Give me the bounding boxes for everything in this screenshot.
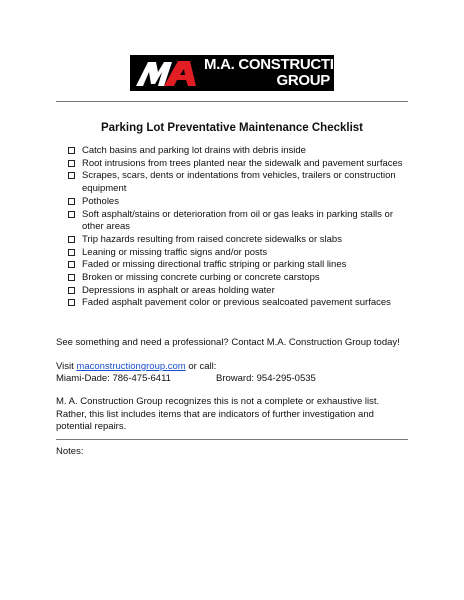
- checklist-item-label: Scrapes, scars, dents or indentations from vehicles, trailers or construction equipment: [82, 170, 396, 195]
- checklist-item-label: Potholes: [82, 195, 119, 207]
- checkbox-icon[interactable]: [68, 287, 75, 294]
- call-to-action: See something and need a professional? Contact M.A. Construction Group today!: [56, 337, 400, 348]
- maintenance-checklist: [68, 145, 408, 310]
- checklist-item[interactable]: [68, 145, 408, 158]
- checklist-item-label: Catch basins and parking lot drains with debris inside: [82, 145, 306, 156]
- visit-prefix: Visit: [56, 361, 77, 372]
- checklist-item[interactable]: [68, 259, 408, 272]
- checklist-item-label: Trip hazards resulting from raised concrete sidewalks or slabs: [82, 233, 342, 245]
- checkbox-icon[interactable]: [68, 160, 75, 167]
- checklist-item[interactable]: [68, 196, 408, 209]
- checkbox-icon[interactable]: [68, 198, 75, 205]
- notes-label: Notes:: [56, 446, 84, 457]
- checklist-item[interactable]: [68, 297, 408, 310]
- checkbox-icon[interactable]: [68, 249, 75, 256]
- visit-suffix: or call:: [185, 361, 217, 372]
- miami-dade-phone: Miami-Dade: 786-475-6411: [56, 373, 171, 384]
- logo-text-line2: GROUP: [276, 72, 330, 89]
- checklist-item-label: Soft asphalt/stains or deterioration from oil or gas leaks in parking stalls or other areas: [82, 208, 394, 233]
- page-title: Parking Lot Preventative Maintenance Checklist: [100, 122, 364, 134]
- disclaimer-text: M. A. Construction Group recognizes this is not a complete or exhaustive list. Rather, this list includes items that are indicators of further investigation and potential repairs.: [56, 396, 380, 432]
- checklist-item[interactable]: [68, 272, 408, 285]
- checkbox-icon[interactable]: [68, 236, 75, 243]
- checklist-item[interactable]: [68, 209, 408, 234]
- top-divider: [56, 101, 408, 102]
- checklist-item[interactable]: [68, 170, 408, 195]
- visit-line: [56, 361, 416, 374]
- checklist-item-label: Faded or missing directional traffic striping or parking stall lines: [82, 259, 347, 271]
- company-logo: [130, 55, 356, 91]
- bottom-divider: [56, 439, 408, 440]
- ma-logo-mark-icon: [134, 58, 202, 88]
- checklist-item-label: Leaning or missing traffic signs and/or posts: [82, 246, 268, 258]
- logo-text-line1: M.A. CONSTRUCTION: [204, 56, 356, 73]
- broward-phone: Broward: 954-295-0535: [216, 373, 316, 384]
- checklist-item-label: Depressions in asphalt or areas holding water: [82, 284, 275, 296]
- website-link[interactable]: maconstructiongroup.com: [76, 361, 186, 372]
- checkbox-icon[interactable]: [68, 211, 75, 218]
- checkbox-icon[interactable]: [68, 172, 75, 179]
- checklist-item-label: Root intrusions from trees planted near the sidewalk and pavement surfaces: [82, 157, 403, 169]
- checkbox-icon[interactable]: [68, 147, 75, 154]
- checkbox-icon[interactable]: [68, 299, 75, 306]
- checklist-item[interactable]: [68, 247, 408, 260]
- checklist-item-label: Faded asphalt pavement color or previous sealcoated pavement surfaces: [82, 297, 391, 309]
- checklist-item[interactable]: [68, 285, 408, 298]
- checkbox-icon[interactable]: [68, 274, 75, 281]
- checkbox-icon[interactable]: [68, 261, 75, 268]
- checklist-item-label: Broken or missing concrete curbing or concrete carstops: [82, 272, 320, 284]
- checklist-item[interactable]: [68, 158, 408, 171]
- checklist-item[interactable]: [68, 234, 408, 247]
